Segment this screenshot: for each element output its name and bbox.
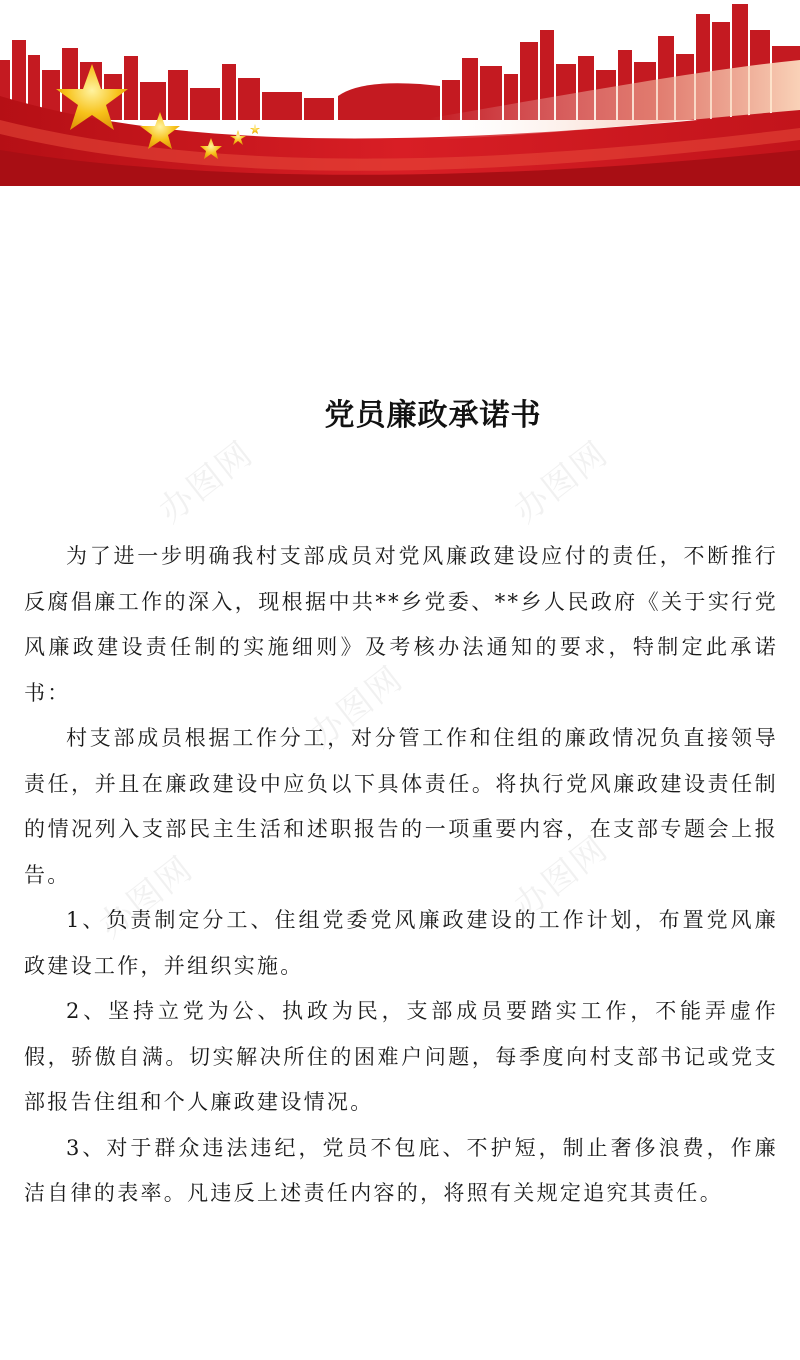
paragraph-item-1: 1、负责制定分工、住组党委党风廉政建设的工作计划，布置党风廉政建设工作，并组织实施。 bbox=[24, 908, 778, 978]
paragraph-responsibility: 村支部成员根据工作分工，对分管工作和住组的廉政情况负直接领导责任，并且在廉政建设中应负以下具体责任。将执行党风廉政建设责任制的情况列入支部民主生活和述职报告的一项重要内容，在支部专题会上报告。 bbox=[24, 726, 778, 887]
watermark-logo: 办图网 bbox=[506, 828, 617, 927]
watermark-logo: 办图网 bbox=[506, 433, 617, 532]
paragraph-intro: 为了进一步明确我村支部成员对党风廉政建设应付的责任，不断推行反腐倡廉工作的深入，现根据中共**乡党委、**乡人民政府《关于实行党风廉政建设责任制的实施细则》及考核办法通知的要求，特制定此承诺书： bbox=[24, 544, 778, 705]
document-title: 党员廉政承诺书 bbox=[324, 398, 542, 433]
paragraph-item-3: 3、对于群众违法违纪，党员不包庇、不护短，制止奢侈浪费，作廉洁自律的表率。凡违反上述责任内容的，将照有关规定追究其责任。 bbox=[24, 1135, 778, 1205]
skyline-banner-graphic bbox=[0, 0, 800, 186]
watermark-logo: 办图网 bbox=[151, 433, 262, 532]
small-star-icon-3 bbox=[250, 124, 260, 134]
document-body bbox=[24, 534, 778, 1217]
watermark-logo: 办图网 bbox=[91, 848, 202, 947]
paragraph-item-2: 2、坚持立党为公、执政为民，支部成员要踏实工作，不能弄虚作假，骄傲自满。切实解决所住的困难户问题，每季度向村支部书记或党支部报告住组和个人廉政建设情况。 bbox=[24, 999, 778, 1114]
header-banner bbox=[0, 0, 800, 186]
watermark-logo: 办图网 bbox=[301, 658, 412, 757]
